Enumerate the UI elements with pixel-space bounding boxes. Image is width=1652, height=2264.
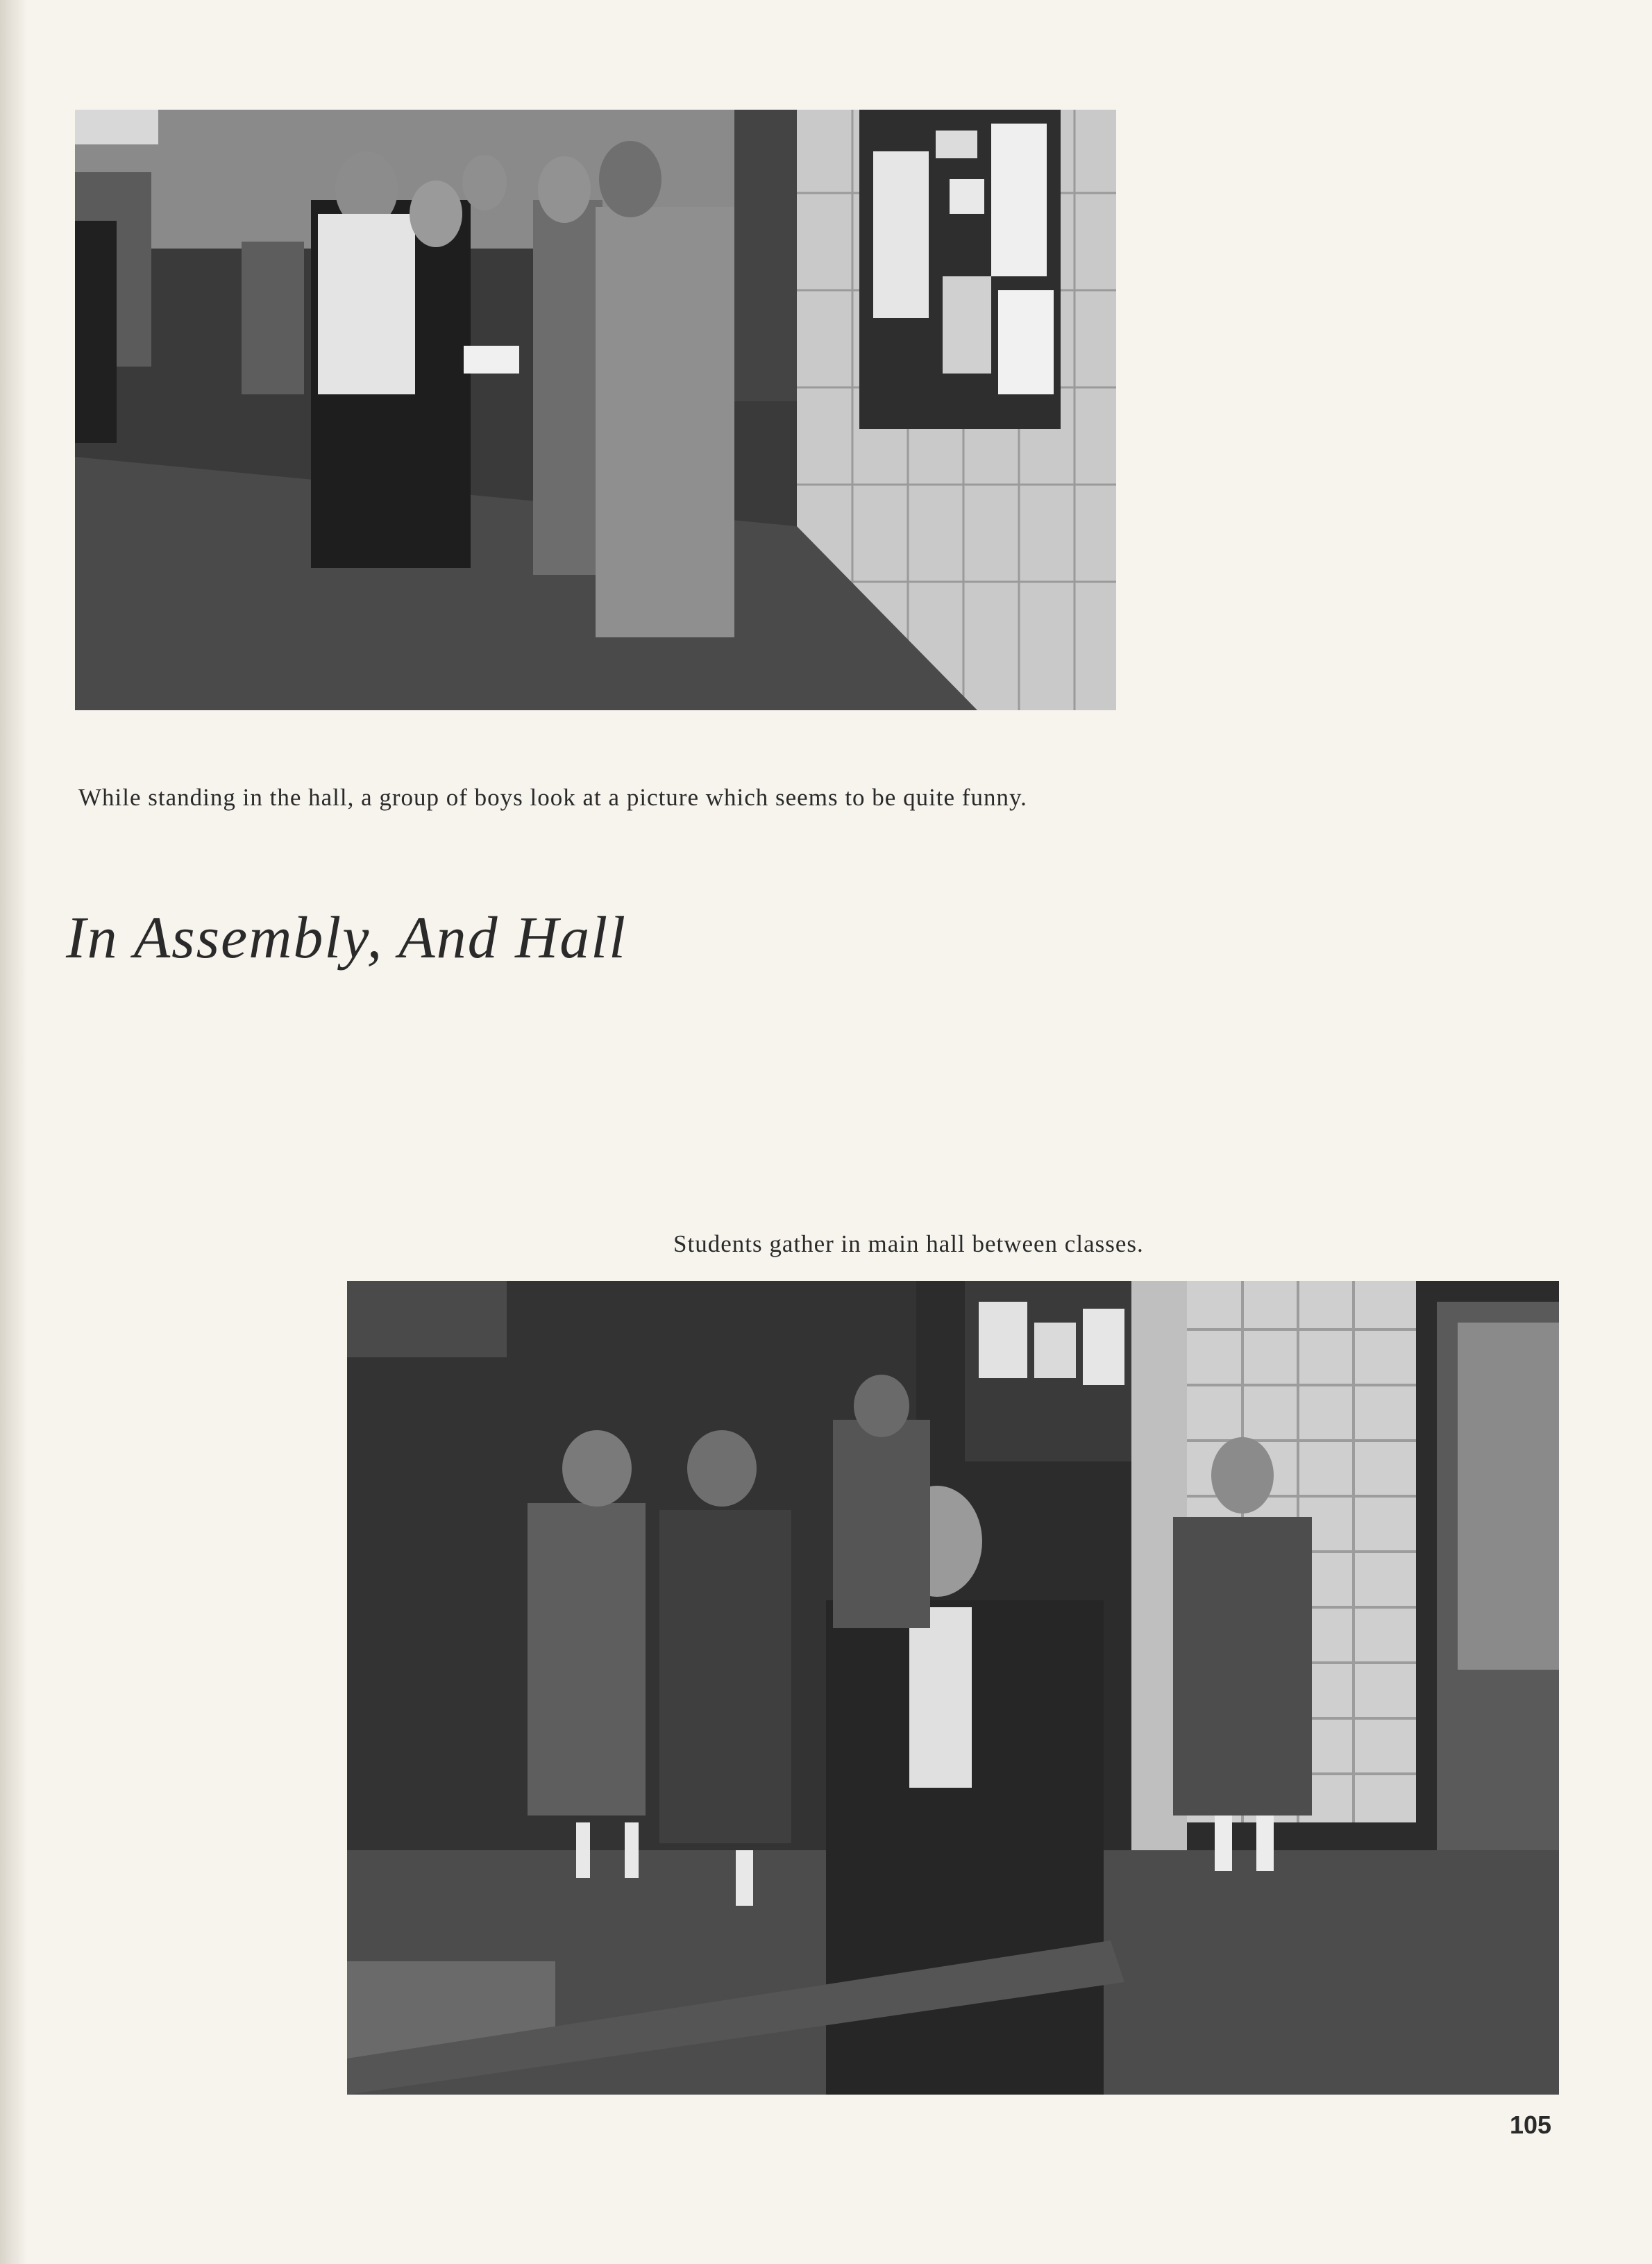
top-photo-caption: While standing in the hall, a group of boys look at a picture which seems to be quite funny. bbox=[78, 784, 1027, 811]
bottom-photo-caption: Students gather in main hall between classes. bbox=[673, 1230, 1144, 1257]
page-binding-shadow bbox=[0, 0, 28, 2264]
section-heading: In Assembly, And Hall bbox=[66, 904, 627, 971]
hallway-boys-photo bbox=[75, 110, 1116, 710]
main-hall-students-photo bbox=[347, 1281, 1559, 2095]
page-number: 105 bbox=[1510, 2111, 1552, 2139]
